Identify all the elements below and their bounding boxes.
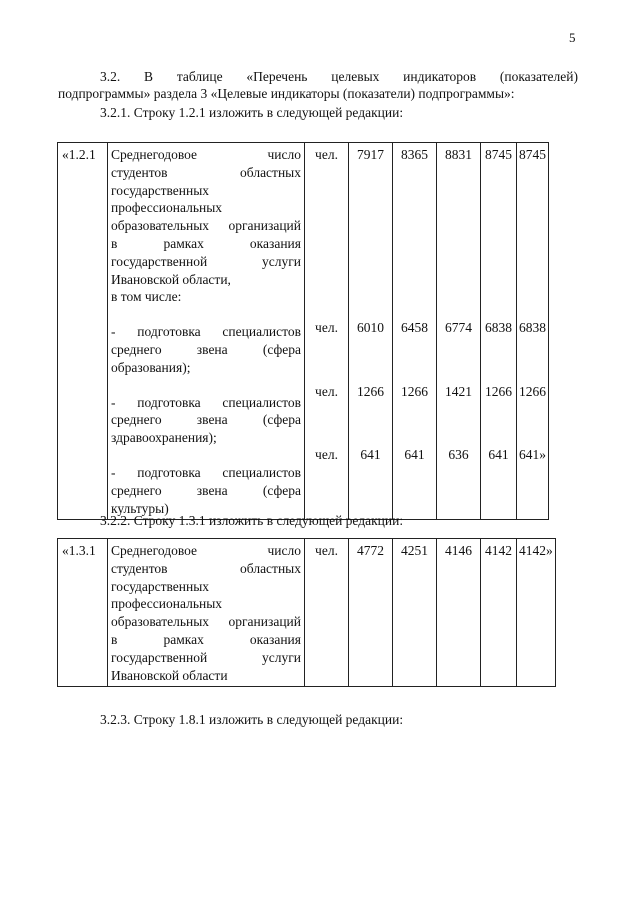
value-cell-4 [481, 143, 517, 520]
table-row [58, 143, 549, 520]
value: 1266 [519, 383, 546, 399]
unit-value: чел. [315, 383, 338, 399]
value: 1421 [445, 383, 472, 399]
text-line: Ивановской области, [111, 271, 231, 287]
table-row [58, 539, 556, 687]
text-line: в том числе: [111, 289, 182, 305]
text-line: культуры) [111, 500, 169, 516]
value: 1266 [401, 383, 428, 399]
value-cell-5 [517, 143, 549, 520]
value: 636 [448, 447, 469, 463]
text-line: - подготовка специалистов [111, 324, 301, 340]
value: 6010 [357, 319, 384, 335]
value: 641 [488, 447, 509, 463]
value: 6774 [445, 319, 472, 335]
value-cell-3: 4146 [437, 539, 481, 687]
value-cell-1: 4772 [349, 539, 393, 687]
indicator-name-cell [108, 143, 305, 520]
value: 7917 [357, 147, 384, 162]
indicator-code: «1.3.1 [58, 539, 108, 687]
value: 8745 [519, 147, 546, 162]
text-line: образования); [111, 359, 191, 375]
text-line: - подготовка специалистов [111, 394, 301, 410]
text-line: в рамках оказания [111, 631, 301, 647]
intro-line-2: подпрограммы» раздела 3 «Целевые индикаторы (показатели) подпрограммы»: [58, 86, 515, 101]
value: 641 [360, 447, 381, 463]
intro-line-1: 3.2. В таблице «Перечень целевых индикаторов (показателей) [100, 69, 578, 84]
indicator-code: «1.2.1 [58, 143, 108, 520]
text-line: государственных [111, 578, 210, 594]
value-cell-5: 4142» [517, 539, 556, 687]
value-cell-3 [437, 143, 481, 520]
indicator-table-1-2-1 [57, 142, 549, 520]
unit-cell: чел. [305, 539, 349, 687]
value: 6838 [485, 319, 512, 335]
unit-cell [305, 143, 349, 520]
text-line: студентов областных [111, 560, 301, 576]
indicator-name-main [111, 146, 301, 306]
unit-value: чел. [315, 319, 338, 335]
text-line: Среднегодовое число [111, 543, 301, 558]
text-line: в рамках оказания [111, 235, 301, 251]
text-line: среднего звена (сфера [111, 341, 301, 357]
text-line: государственной услуги [111, 649, 301, 665]
text-line: - подготовка специалистов [111, 464, 301, 480]
text-line: профессиональных [111, 200, 223, 216]
value-cell-4: 4142 [481, 539, 517, 687]
indicator-name-cell [108, 539, 305, 687]
indicator-name-main [111, 542, 301, 684]
text-line: образовательных организаций [111, 218, 301, 234]
intro-paragraph [58, 68, 578, 102]
unit-value: чел. [315, 447, 338, 463]
text-line: среднего звена (сфера [111, 482, 301, 498]
page-number: 5 [569, 30, 576, 45]
indicator-name-sub-culture [111, 464, 301, 517]
value: 6458 [401, 319, 428, 335]
value: 641 [404, 447, 425, 463]
value-cell-2: 4251 [393, 539, 437, 687]
text-line: Среднегодовое число [111, 147, 301, 162]
section-3-2-1-heading: 3.2.1. Строку 1.2.1 изложить в следующей редакции: [100, 105, 404, 120]
text-line: студентов областных [111, 164, 301, 180]
text-line: государственных [111, 182, 210, 198]
value: 1266 [485, 383, 512, 399]
value-cell-2 [393, 143, 437, 520]
value: 1266 [357, 383, 384, 399]
indicator-table-1-3-1 [57, 538, 556, 687]
indicator-name-sub-education [111, 323, 301, 376]
value: 641» [519, 447, 546, 463]
unit-value: чел. [315, 147, 338, 162]
section-3-2-2-heading: 3.2.2. Строку 1.3.1 изложить в следующей редакции: [100, 513, 404, 528]
indicator-name-sub-health [111, 394, 301, 447]
value: 6838 [519, 319, 546, 335]
text-line: здравоохранения); [111, 430, 217, 446]
value-cell-1 [349, 143, 393, 520]
text-line: Ивановской области [111, 667, 228, 683]
value: 8365 [401, 147, 428, 162]
text-line: государственной услуги [111, 253, 301, 269]
section-3-2-3-heading: 3.2.3. Строку 1.8.1 изложить в следующей редакции: [100, 712, 404, 727]
text-line: образовательных организаций [111, 614, 301, 630]
value: 8745 [485, 147, 512, 162]
text-line: профессиональных [111, 596, 223, 612]
text-line: среднего звена (сфера [111, 412, 301, 428]
value: 8831 [445, 147, 472, 162]
